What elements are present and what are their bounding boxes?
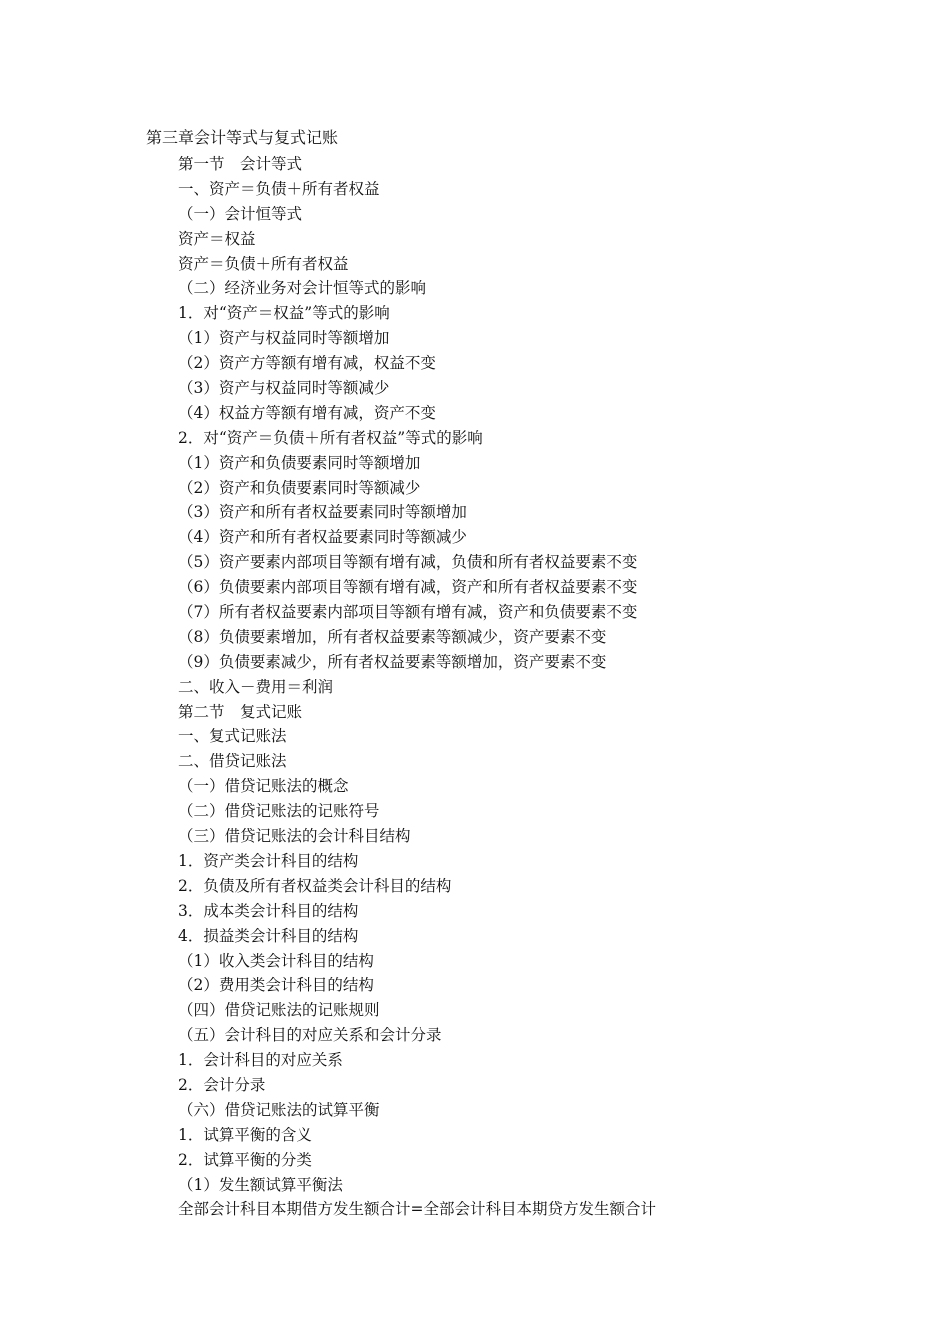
outline-line: （7）所有者权益要素内部项目等额有增有减，资产和负债要素不变: [178, 603, 638, 622]
outline-list: [178, 152, 656, 1222]
outline-line: （1）资产与权益同时等额增加: [178, 329, 390, 348]
outline-line: （二）经济业务对会计恒等式的影响: [178, 279, 427, 298]
outline-line: 1．会计科目的对应关系: [178, 1051, 343, 1070]
outline-line: 3．成本类会计科目的结构: [178, 901, 359, 920]
outline-line: （2）资产和负债要素同时等额减少: [178, 478, 421, 497]
outline-line: （四）借贷记账法的记账规则: [178, 1001, 380, 1020]
outline-line: 全部会计科目本期借方发生额合计=全部会计科目本期贷方发生额合计: [178, 1200, 656, 1219]
outline-line: （3）资产与权益同时等额减少: [178, 379, 390, 398]
outline-line: （1）发生额试算平衡法: [178, 1175, 343, 1194]
outline-line: （一）借贷记账法的概念: [178, 777, 349, 796]
outline-line: （2）费用类会计科目的结构: [178, 976, 374, 995]
outline-line: 2．试算平衡的分类: [178, 1150, 312, 1169]
outline-line: 二、借贷记账法: [178, 752, 287, 771]
outline-line: （2）资产方等额有增有减，权益不变: [178, 354, 436, 373]
outline-line: （1）收入类会计科目的结构: [178, 951, 374, 970]
outline-line: （4）资产和所有者权益要素同时等额减少: [178, 528, 467, 547]
outline-line: 2．对“资产＝负债＋所有者权益”等式的影响: [178, 428, 483, 447]
outline-line: 1．试算平衡的含义: [178, 1125, 312, 1144]
outline-line: （5）资产要素内部项目等额有增有减，负债和所有者权益要素不变: [178, 553, 638, 572]
outline-line: 1．对“资产＝权益”等式的影响: [178, 304, 390, 323]
outline-line: （二）借贷记账法的记账符号: [178, 802, 380, 821]
outline-line: （三）借贷记账法的会计科目结构: [178, 827, 411, 846]
outline-line: （六）借贷记账法的试算平衡: [178, 1100, 380, 1119]
outline-line: 2．会计分录: [178, 1075, 266, 1094]
outline-line: （五）会计科目的对应关系和会计分录: [178, 1026, 442, 1045]
outline-line: （6）负债要素内部项目等额有增有减，资产和所有者权益要素不变: [178, 578, 638, 597]
chapter-title: 第三章会计等式与复式记账: [146, 128, 339, 147]
outline-line: （1）资产和负债要素同时等额增加: [178, 453, 421, 472]
outline-line: 一、资产＝负债＋所有者权益: [178, 179, 380, 198]
outline-line: （8）负债要素增加，所有者权益要素等额减少，资产要素不变: [178, 627, 607, 646]
outline-line: 一、复式记账法: [178, 727, 287, 746]
outline-line: （4）权益方等额有增有减，资产不变: [178, 403, 436, 422]
outline-line: 二、收入－费用＝利润: [178, 677, 334, 696]
outline-line: （一）会计恒等式: [178, 204, 303, 223]
outline-line: （9）负债要素减少，所有者权益要素等额增加，资产要素不变: [178, 652, 607, 671]
outline-line: 资产＝权益: [178, 229, 256, 248]
outline-line: 1．资产类会计科目的结构: [178, 851, 359, 870]
outline-line: 第一节 会计等式: [178, 155, 303, 173]
outline-line: 4．损益类会计科目的结构: [178, 926, 359, 945]
outline-line: 资产＝负债＋所有者权益: [178, 254, 349, 273]
outline-line: （3）资产和所有者权益要素同时等额增加: [178, 503, 467, 522]
outline-line: 第二节 复式记账: [178, 702, 303, 721]
outline-line: 2．负债及所有者权益类会计科目的结构: [178, 876, 452, 895]
